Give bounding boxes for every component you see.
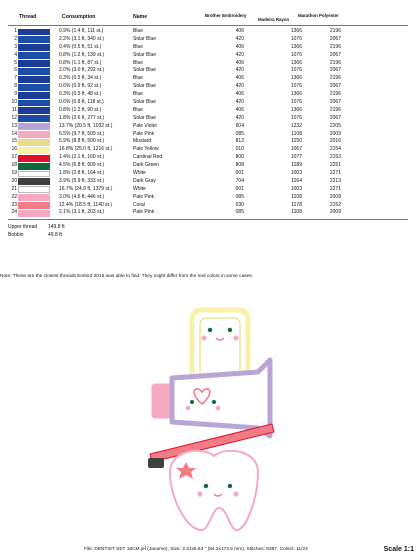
thread-row	[8, 170, 408, 178]
marathon-code: 2067	[329, 114, 341, 121]
madeira-code: 1076	[290, 83, 302, 90]
madeira-code: 1076	[290, 35, 302, 42]
thread-name: Pale Yellow	[133, 146, 159, 153]
tooth-eye-right	[228, 484, 232, 488]
tooth-cheek-right	[233, 491, 238, 496]
toothbrush-bristles	[148, 458, 164, 468]
tube-cheek-left	[186, 406, 191, 411]
thread-row	[8, 44, 408, 52]
header-thread: Thread	[19, 14, 37, 20]
thread-name: Solar Blue	[133, 51, 157, 58]
marathon-code: 2196	[329, 75, 341, 82]
thread-index: 14	[11, 130, 17, 137]
thread-consumption: 0.3% (0.5 ft, 48 st.)	[59, 91, 102, 98]
thread-name: Blue	[133, 106, 144, 113]
thread-swatch	[18, 171, 50, 178]
madeira-code: 1150	[291, 138, 302, 145]
thread-index: 19	[11, 170, 17, 177]
thread-consumption: 0.9% (1.4 ft, 111 st.)	[59, 28, 104, 34]
header-rule	[8, 25, 408, 26]
thread-consumption: 1.8% (2.6 ft, 277 st.)	[59, 114, 105, 121]
thread-consumption: 2.1% (3.1 ft, 203 st.)	[59, 209, 105, 216]
thread-index: 18	[11, 162, 17, 169]
header-brother: Brother Embroidery	[205, 13, 247, 18]
cup-eye-right	[228, 328, 232, 332]
header-name: Name	[133, 14, 148, 20]
thread-name: Cardinal Red	[133, 154, 163, 161]
tooth-cheek-left	[197, 491, 202, 496]
cup-eye-left	[208, 328, 212, 332]
thread-name: Pale Pink	[133, 193, 155, 200]
thread-name: White	[133, 170, 146, 177]
thread-name: Dark Gray	[133, 177, 156, 184]
marathon-code: 2196	[329, 106, 341, 113]
tube-eye-right	[212, 400, 216, 404]
thread-consumption: 0.8% (1.1 ft, 87 st.)	[59, 59, 102, 66]
brother-code: 420	[235, 83, 244, 90]
madeira-code: 1076	[290, 51, 302, 58]
brother-code: 420	[235, 114, 244, 121]
thread-consumption: 16.7% (24.9 ft, 1379 st.)	[59, 185, 113, 192]
madeira-code: 1003	[290, 185, 302, 192]
thread-swatch	[18, 44, 50, 51]
scale-label: Scale 1:1	[383, 546, 414, 553]
thread-swatch	[18, 131, 50, 138]
thread-index: 11	[11, 106, 17, 113]
thread-row	[8, 67, 408, 75]
brother-code: 001	[235, 170, 244, 177]
marathon-code: 2196	[329, 59, 341, 66]
thread-index: 9	[14, 91, 17, 98]
brother-code: 808	[235, 162, 244, 169]
table-bottom-rule	[8, 219, 408, 220]
brother-code: 001	[235, 185, 244, 192]
thread-swatch	[18, 139, 50, 146]
thread-row	[8, 99, 408, 107]
thread-row	[8, 28, 408, 36]
thread-row	[8, 36, 408, 44]
thread-swatch	[18, 163, 50, 170]
upper-thread-label: Upper thread	[8, 224, 38, 230]
madeira-code: 1108	[291, 130, 302, 137]
marathon-code: 2153	[329, 154, 341, 161]
thread-index: 10	[11, 99, 17, 106]
madeira-code: 1003	[290, 170, 302, 177]
brother-code: 085	[235, 193, 244, 200]
brother-code: 406	[235, 43, 244, 50]
madeira-code: 1076	[290, 99, 302, 106]
thread-index: 5	[14, 59, 17, 66]
marathon-code: 2067	[329, 99, 341, 106]
header-marathon: Marathon Polyester	[298, 13, 339, 18]
thread-index: 1	[14, 28, 17, 34]
thread-swatch	[18, 210, 50, 217]
marathon-code: 2196	[329, 91, 341, 98]
thread-row	[8, 75, 408, 83]
marathon-code: 2067	[329, 83, 341, 90]
thread-index: 2	[14, 35, 17, 42]
marathon-code: 2009	[329, 209, 341, 216]
thread-consumption: 0.3% (0.5 ft, 34 st.)	[59, 75, 102, 82]
thread-index: 22	[11, 193, 17, 200]
thread-swatch	[18, 107, 50, 114]
thread-swatch	[18, 76, 50, 83]
thread-index: 24	[11, 209, 17, 216]
madeira-code: 1076	[290, 114, 302, 121]
thread-row	[8, 131, 408, 139]
thread-name: Coral	[133, 201, 145, 208]
thread-consumption: 0.4% (0.5 ft, 51 st.)	[59, 43, 102, 50]
marathon-code: 2271	[329, 170, 341, 177]
thread-row	[8, 154, 408, 162]
thread-index: 20	[11, 177, 17, 184]
thread-name: Blue	[133, 43, 144, 50]
marathon-code: 2154	[329, 146, 341, 153]
thread-row	[8, 178, 408, 186]
brother-code: 030	[235, 201, 244, 208]
marathon-code: 2067	[329, 35, 341, 42]
thread-name: White	[133, 185, 146, 192]
brother-code: 800	[235, 154, 244, 161]
thread-swatch	[18, 92, 50, 99]
madeira-code: 1108	[291, 209, 302, 216]
thread-row	[8, 83, 408, 91]
thread-name: Pale Pink	[133, 130, 155, 137]
upper-thread-value: 149.8 ft	[48, 224, 65, 230]
thread-consumption: 6.5% (9.7 ft, 509 st.)	[59, 130, 105, 137]
bobbin-total	[8, 232, 62, 238]
cup-cheek-left	[202, 336, 207, 341]
thread-swatch	[18, 147, 50, 154]
thread-index: 15	[11, 138, 17, 145]
thread-name: Solar Blue	[133, 83, 157, 90]
marathon-code: 2205	[329, 122, 341, 129]
thread-row	[8, 123, 408, 131]
thread-index: 13	[11, 122, 17, 129]
brother-code: 010	[235, 146, 244, 153]
thread-consumption: 0.8% (1.2 ft, 139 st.)	[59, 51, 105, 58]
thread-swatch	[18, 60, 50, 67]
thread-name: Blue	[133, 91, 144, 98]
thread-name: Blue	[133, 28, 144, 34]
thread-index: 4	[14, 51, 17, 58]
madeira-code: 1366	[290, 59, 302, 66]
marathon-code: 2196	[329, 43, 341, 50]
thread-name: Solar Blue	[133, 114, 157, 121]
thread-consumption: 1.8% (2.8 ft, 164 st.)	[59, 170, 105, 177]
thread-row	[8, 209, 408, 217]
madeira-code: 1178	[291, 201, 302, 208]
thread-swatch	[18, 29, 50, 36]
brother-code: 420	[235, 99, 244, 106]
thread-row	[8, 138, 408, 146]
brother-code: 812	[235, 138, 244, 145]
thread-consumption: 0.6% (0.8 ft, 118 st.)	[59, 99, 104, 106]
marathon-code: 2152	[329, 201, 341, 208]
madeira-code: 1076	[290, 67, 302, 74]
thread-swatch	[18, 186, 50, 193]
madeira-code: 1366	[290, 28, 302, 34]
thread-consumption: 16.8% (25.0 ft, 1216 st.)	[59, 146, 113, 153]
madeira-code: 1164	[291, 177, 302, 184]
madeira-code: 1366	[290, 43, 302, 50]
thread-index: 16	[11, 146, 17, 153]
thread-name: Solar Blue	[133, 35, 157, 42]
madeira-code: 1366	[290, 91, 302, 98]
thread-swatch	[18, 84, 50, 91]
brother-code: 406	[235, 59, 244, 66]
thread-consumption: 12.4% (18.5 ft, 1140 st.)	[59, 201, 112, 208]
bobbin-value: 49.8 ft	[48, 232, 62, 238]
thread-index: 6	[14, 67, 17, 74]
thread-index: 12	[11, 114, 17, 121]
thread-swatch	[18, 52, 50, 59]
brother-code: 406	[235, 106, 244, 113]
marathon-code: 2009	[329, 130, 341, 137]
thread-swatch	[18, 100, 50, 107]
marathon-code: 2009	[329, 193, 341, 200]
marathon-code: 2016	[329, 138, 341, 145]
marathon-code: 2196	[329, 28, 341, 34]
tube-eye-left	[190, 400, 194, 404]
thread-note: Note: These are the closest threads Embird 2015 was able to find. They might differ from the real colors in some cases.	[0, 274, 254, 279]
header-consumption: Consumption	[62, 14, 96, 20]
marathon-code: 2213	[329, 177, 341, 184]
thread-row	[8, 194, 408, 202]
thread-swatch	[18, 36, 50, 43]
thread-consumption: 0.6% (0.9 ft, 92 st.)	[59, 83, 102, 90]
thread-row	[8, 91, 408, 99]
madeira-code: 1366	[290, 106, 302, 113]
thread-consumption: 2.0% (3.0 ft, 292 st.)	[59, 67, 105, 74]
thread-name: Pale Violet	[133, 122, 157, 129]
header-madeira: Madeira Rayon	[258, 17, 290, 22]
tube-cheek-right	[216, 406, 221, 411]
thread-consumption: 5.9% (8.8 ft, 500 st.)	[59, 138, 105, 145]
marathon-code: 2251	[329, 162, 341, 169]
thread-name: Solar Blue	[133, 67, 157, 74]
cup-cheek-right	[234, 336, 239, 341]
upper-thread-total	[8, 224, 65, 230]
madeira-code: 1232	[290, 122, 302, 129]
marathon-code: 2067	[329, 51, 341, 58]
thread-row	[8, 146, 408, 154]
thread-swatch	[18, 178, 50, 185]
thread-row	[8, 60, 408, 68]
tooth-eye-left	[204, 484, 208, 488]
madeira-code: 1108	[291, 193, 302, 200]
thread-consumption: 1.4% (2.1 ft, 160 st.)	[59, 154, 105, 161]
thread-swatch	[18, 123, 50, 130]
thread-row	[8, 202, 408, 210]
brother-code: 085	[235, 130, 244, 137]
marathon-code: 2271	[329, 185, 341, 192]
embroidery-preview	[130, 300, 280, 540]
brother-code: 420	[235, 67, 244, 74]
madeira-code: 1189	[291, 162, 302, 169]
thread-row	[8, 52, 408, 60]
marathon-code: 2067	[329, 67, 341, 74]
thread-swatch	[18, 194, 50, 201]
thread-name: Mustard	[133, 138, 152, 145]
brother-code: 604	[235, 122, 244, 129]
thread-name: Solar Blue	[133, 99, 157, 106]
thread-name: Pale Pink	[133, 209, 155, 216]
thread-name: Dark Green	[133, 162, 159, 169]
brother-code: 085	[235, 209, 244, 216]
thread-name: Blue	[133, 75, 144, 82]
thread-index: 8	[14, 83, 17, 90]
thread-index: 17	[11, 154, 17, 161]
madeira-code: 1067	[290, 146, 302, 153]
thread-row	[8, 186, 408, 194]
madeira-code: 1077	[290, 154, 302, 161]
thread-index: 7	[14, 75, 17, 82]
thread-name: Blue	[133, 59, 144, 66]
brother-code: 704	[235, 177, 244, 184]
madeira-code: 1366	[290, 75, 302, 82]
thread-consumption: 3.0% (4.5 ft, 446 st.)	[59, 193, 105, 200]
thread-swatch	[18, 155, 50, 162]
thread-row	[8, 107, 408, 115]
thread-swatch	[18, 202, 50, 209]
thread-index: 21	[11, 185, 17, 192]
brother-code: 406	[235, 28, 244, 34]
thread-index: 23	[11, 201, 17, 208]
thread-consumption: 13.7% (20.5 ft, 1032 st.)	[59, 122, 113, 129]
thread-swatch	[18, 115, 50, 122]
thread-row	[8, 162, 408, 170]
thread-swatch	[18, 68, 50, 75]
thread-consumption: 0.8% (1.2 ft, 90 st.)	[59, 106, 102, 113]
thread-consumption: 2.2% (3.1 ft, 340 st.)	[59, 35, 105, 42]
thread-consumption: 3.9% (5.9 ft, 333 st.)	[59, 177, 105, 184]
tooth-design	[170, 451, 258, 530]
brother-code: 406	[235, 91, 244, 98]
bobbin-label: Bobbin	[8, 232, 24, 238]
thread-index: 3	[14, 43, 17, 50]
brother-code: 406	[235, 75, 244, 82]
brother-code: 420	[235, 35, 244, 42]
tooth-outline	[170, 451, 258, 530]
thread-table	[8, 28, 408, 217]
brother-code: 420	[235, 51, 244, 58]
thread-consumption: 4.5% (6.8 ft, 609 st.)	[59, 162, 105, 169]
file-info-footer: File: DENTIST SET 18CM jef (Janome), Size: 3.31x6.63 " (84.2x173.6 mm), Stitches: 9397, Colors: 11/24	[84, 547, 308, 552]
thread-row	[8, 115, 408, 123]
